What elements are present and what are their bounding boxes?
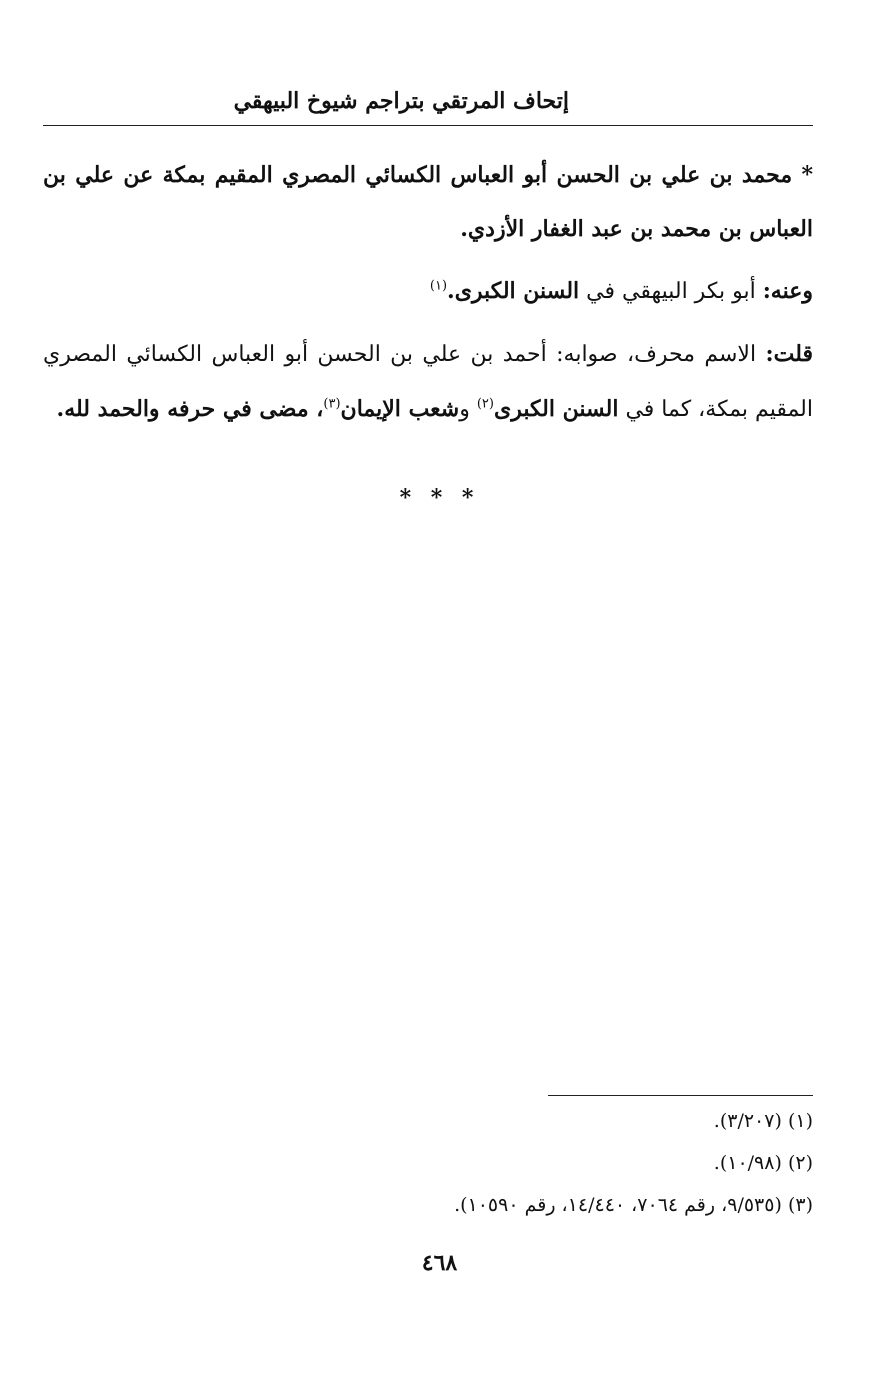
footnote-2 xyxy=(43,1142,813,1184)
narrator-paragraph xyxy=(43,264,813,319)
narrator-label: وعنه: xyxy=(762,278,813,304)
running-header-title: إتحاف المرتقي بتراجم شيوخ البيهقي xyxy=(233,88,569,114)
entry-paragraph xyxy=(43,148,813,256)
comment-book-1: السنن الكبرى xyxy=(493,396,619,422)
footnote-1 xyxy=(43,1100,813,1142)
comment-paragraph xyxy=(43,327,813,437)
main-text xyxy=(43,148,813,445)
header-rule xyxy=(43,125,813,126)
comment-book-2: شعب الإيمان xyxy=(340,396,460,422)
footnote-ref-3: (٣) xyxy=(323,396,341,412)
comment-and: و xyxy=(459,397,470,422)
narrator-book: السنن الكبرى. xyxy=(447,278,580,304)
footnote-number: (٣) xyxy=(787,1194,813,1216)
entry-name-line: محمد بن علي بن الحسن أبو العباس الكسائي المصري المقيم بمكة عن علي بن العباس بن محمد بن عبد الغفار الأزدي. xyxy=(43,162,813,242)
page-number: ٤٦٨ xyxy=(421,1250,458,1276)
footnote-text: (٣/٢٠٧). xyxy=(713,1110,782,1132)
footnote-number: (٢) xyxy=(787,1152,813,1174)
footnote-3 xyxy=(43,1184,813,1226)
footnote-ref-2: (٢) xyxy=(476,396,494,412)
footnote-rule xyxy=(548,1095,813,1096)
entry-marker: * xyxy=(801,162,813,188)
footnote-ref-1: (١) xyxy=(429,278,448,294)
footnotes xyxy=(43,1100,813,1226)
comment-text: الاسم محرف، صوابه: أحمد بن علي بن الحسن أبو العباس الكسائي المصري المقيم بمكة، كما في xyxy=(43,342,813,422)
comment-label: قلت: xyxy=(765,341,814,367)
comment-tail: ، مضى في حرفه والحمد لله. xyxy=(56,396,324,422)
footnote-text: (١٠/٩٨). xyxy=(713,1152,782,1174)
footnote-number: (١) xyxy=(787,1110,813,1132)
narrator-text: أبو بكر البيهقي في xyxy=(586,279,756,304)
section-separator: * * * xyxy=(399,485,480,511)
footnote-text: (٩/٥٣٥، رقم ٧٠٦٤، ١٤/٤٤٠، رقم ١٠٥٩٠). xyxy=(454,1194,782,1216)
